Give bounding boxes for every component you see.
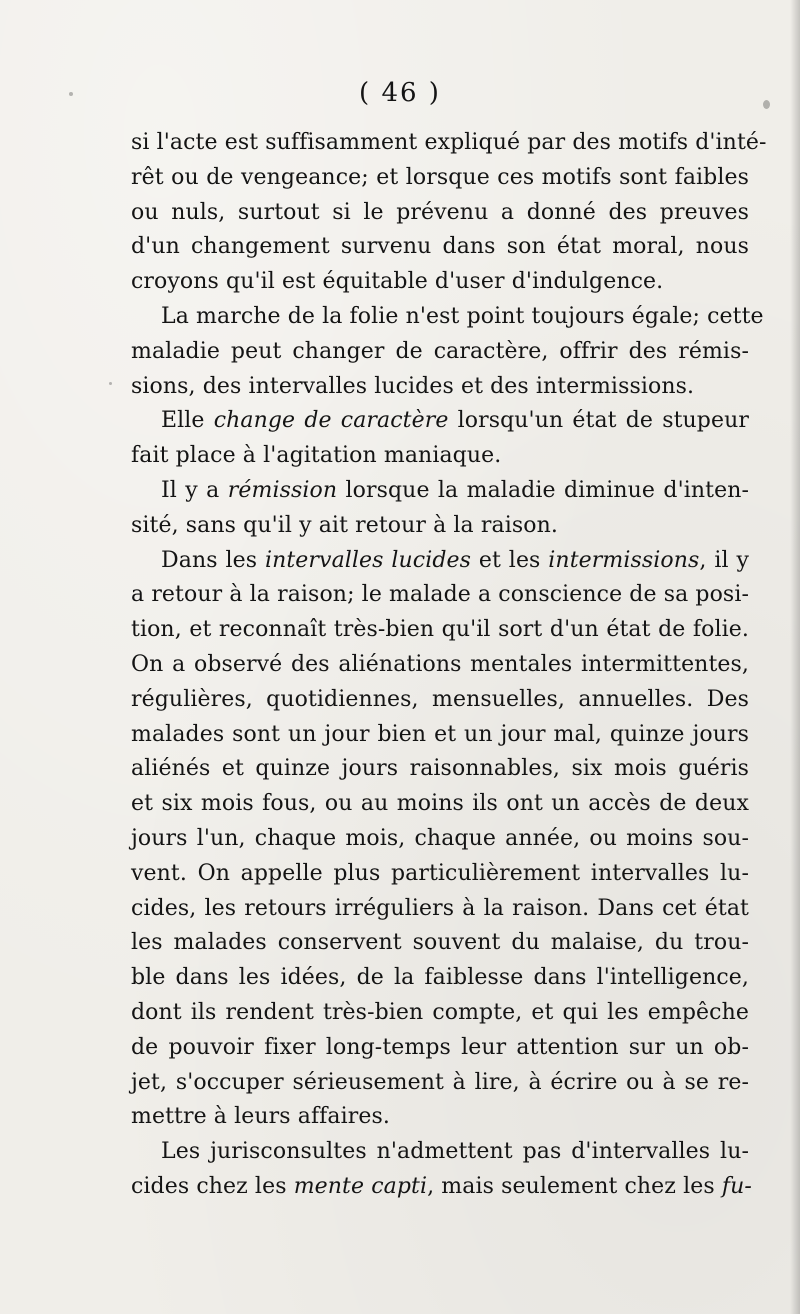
italic-term: mente capti: [293, 1173, 428, 1199]
text-line: jet, s'occuper sérieusement à lire, à écrire ou à se re-: [131, 1069, 749, 1095]
paragraph-start-line: Il y a rémission lorsque la maladie diminue d'inten-: [161, 477, 749, 503]
text-line: cides chez les mente capti, mais seulement chez les fu-: [131, 1173, 752, 1199]
text-line: et six mois fous, ou au moins ils ont un accès de deux: [131, 791, 749, 817]
paragraph-start-line: Elle change de caractère lorsqu'un état de stupeur: [161, 408, 749, 434]
text-line: sité, sans qu'il y ait retour à la raison.: [131, 512, 558, 538]
paragraph-start-line: Les jurisconsultes n'admettent pas d'intervalles lu-: [161, 1139, 749, 1165]
text-line: cides, les retours irréguliers à la raison. Dans cet état: [131, 895, 749, 921]
text-line: mettre à leurs affaires.: [131, 1104, 390, 1130]
text-line: si l'acte est suffisamment expliqué par des motifs d'inté-: [131, 130, 767, 155]
text-line: aliénés et quinze jours raisonnables, six mois guéris: [131, 756, 749, 782]
text-line: ble dans les idées, de la faiblesse dans l'intelligence,: [131, 965, 749, 991]
italic-term: change de caractère: [213, 408, 449, 434]
ink-speck: [109, 382, 112, 385]
text-line: d'un changement survenu dans son état moral, nous: [131, 234, 749, 260]
text-line: a retour à la raison; le malade a conscience de sa posi-: [131, 582, 749, 608]
text-line: jours l'un, chaque mois, chaque année, ou moins sou-: [131, 825, 749, 851]
italic-term: rémission: [227, 477, 338, 503]
text-line: fait place à l'agitation maniaque.: [131, 443, 502, 469]
text-line: croyons qu'il est équitable d'user d'indulgence.: [131, 269, 664, 295]
body-text: [131, 126, 767, 1205]
text-line: régulières, quotidiennes, mensuelles, annuelles. Des: [131, 686, 749, 712]
italic-term: fu-: [721, 1173, 752, 1199]
page-edge-shadow: [790, 0, 800, 1314]
text-line: vent. On appelle plus particulièrement intervalles lu-: [131, 860, 749, 886]
text-line: ou nuls, surtout si le prévenu a donné des preuves: [131, 199, 749, 225]
italic-term: intervalles lucides: [264, 547, 472, 573]
text-line: dont ils rendent très-bien compte, et qui les empêche: [131, 999, 749, 1025]
text-line: les malades conservent souvent du malaise, du trou-: [131, 930, 749, 956]
text-line: On a observé des aliénations mentales intermittentes,: [131, 651, 749, 677]
text-line: rêt ou de vengeance; et lorsque ces motifs sont faibles: [131, 164, 749, 190]
italic-term: intermissions: [548, 547, 700, 573]
paragraph-start-line: Dans les intervalles lucides et les intermissions, il y: [161, 547, 749, 573]
text-line: sions, des intervalles lucides et des intermissions.: [131, 373, 695, 399]
text-line: maladie peut changer de caractère, offrir des rémis-: [131, 338, 749, 364]
page-number: ( 46 ): [359, 78, 441, 108]
text-line: de pouvoir fixer long-temps leur attention sur un ob-: [131, 1034, 749, 1060]
paragraph-start-line: La marche de la folie n'est point toujours égale; cette: [161, 303, 764, 329]
text-line: tion, et reconnaît très-bien qu'il sort d'un état de folie.: [131, 617, 749, 643]
text-line: malades sont un jour bien et un jour mal, quinze jours: [131, 721, 749, 747]
